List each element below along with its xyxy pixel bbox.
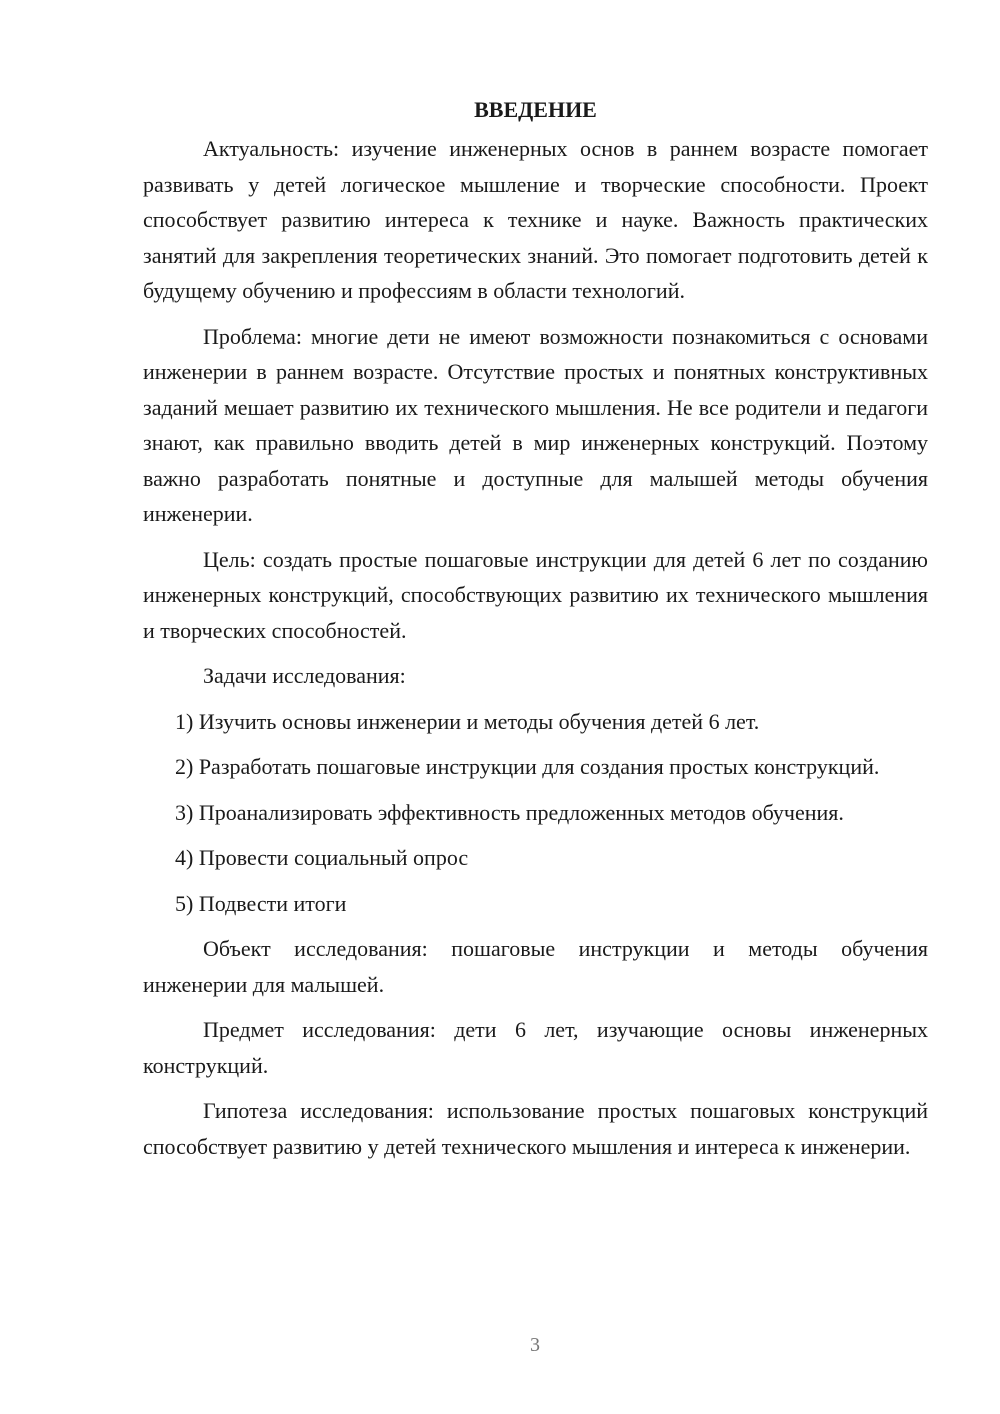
task-item: 2) Разработать пошаговые инструкции для создания простых конструкций. xyxy=(175,754,880,779)
object-paragraph: Объект исследования: пошаговые инструкции и методы обучения инженерии для малышей. xyxy=(143,936,928,997)
page-number: 3 xyxy=(530,1334,540,1356)
page-title: ВВЕДЕНИЕ xyxy=(474,97,597,122)
tasks-heading: Задачи исследования: xyxy=(203,663,406,688)
hypothesis-paragraph: Гипотеза исследования: использование простых пошаговых конструкций способствует развитию у детей технического мышления и интереса к инженерии. xyxy=(143,1098,928,1159)
problem-paragraph: Проблема: многие дети не имеют возможности познакомиться с основами инженерии в раннем возрасте. Отсутствие простых и понятных конструктивных заданий мешает развитию их технического мышления. Не все родители и педагоги знают, как правильно вводить детей в мир инженерных конструкций. Поэтому важно разработать понятные и доступные для малышей методы обучения инженерии. xyxy=(143,323,928,526)
task-item: 5) Подвести итоги xyxy=(175,890,347,916)
document-page xyxy=(143,92,928,1174)
relevance-paragraph: Актуальность: изучение инженерных основ в раннем возрасте помогает развивать у детей логическое мышление и творческие способности. Проект способствует развитию интереса к технике и науке. Важность практических занятий для закрепления теоретических знаний. Это помогает подготовить детей к будущему обучению и профессиям в области технологий. xyxy=(143,136,928,303)
task-item: 4) Провести социальный опрос xyxy=(175,845,469,870)
task-item: 3) Проанализировать эффективность предложенных методов обучения. xyxy=(175,799,844,825)
task-item: 1) Изучить основы инженерии и методы обучения детей 6 лет. xyxy=(175,708,760,734)
subject-paragraph: Предмет исследования: дети 6 лет, изучающие основы инженерных конструкций. xyxy=(143,1017,928,1078)
goal-paragraph: Цель: создать простые пошаговые инструкции для детей 6 лет по созданию инженерных конструкций, способствующих развитию их технического мышления и творческих способностей. xyxy=(143,546,928,643)
